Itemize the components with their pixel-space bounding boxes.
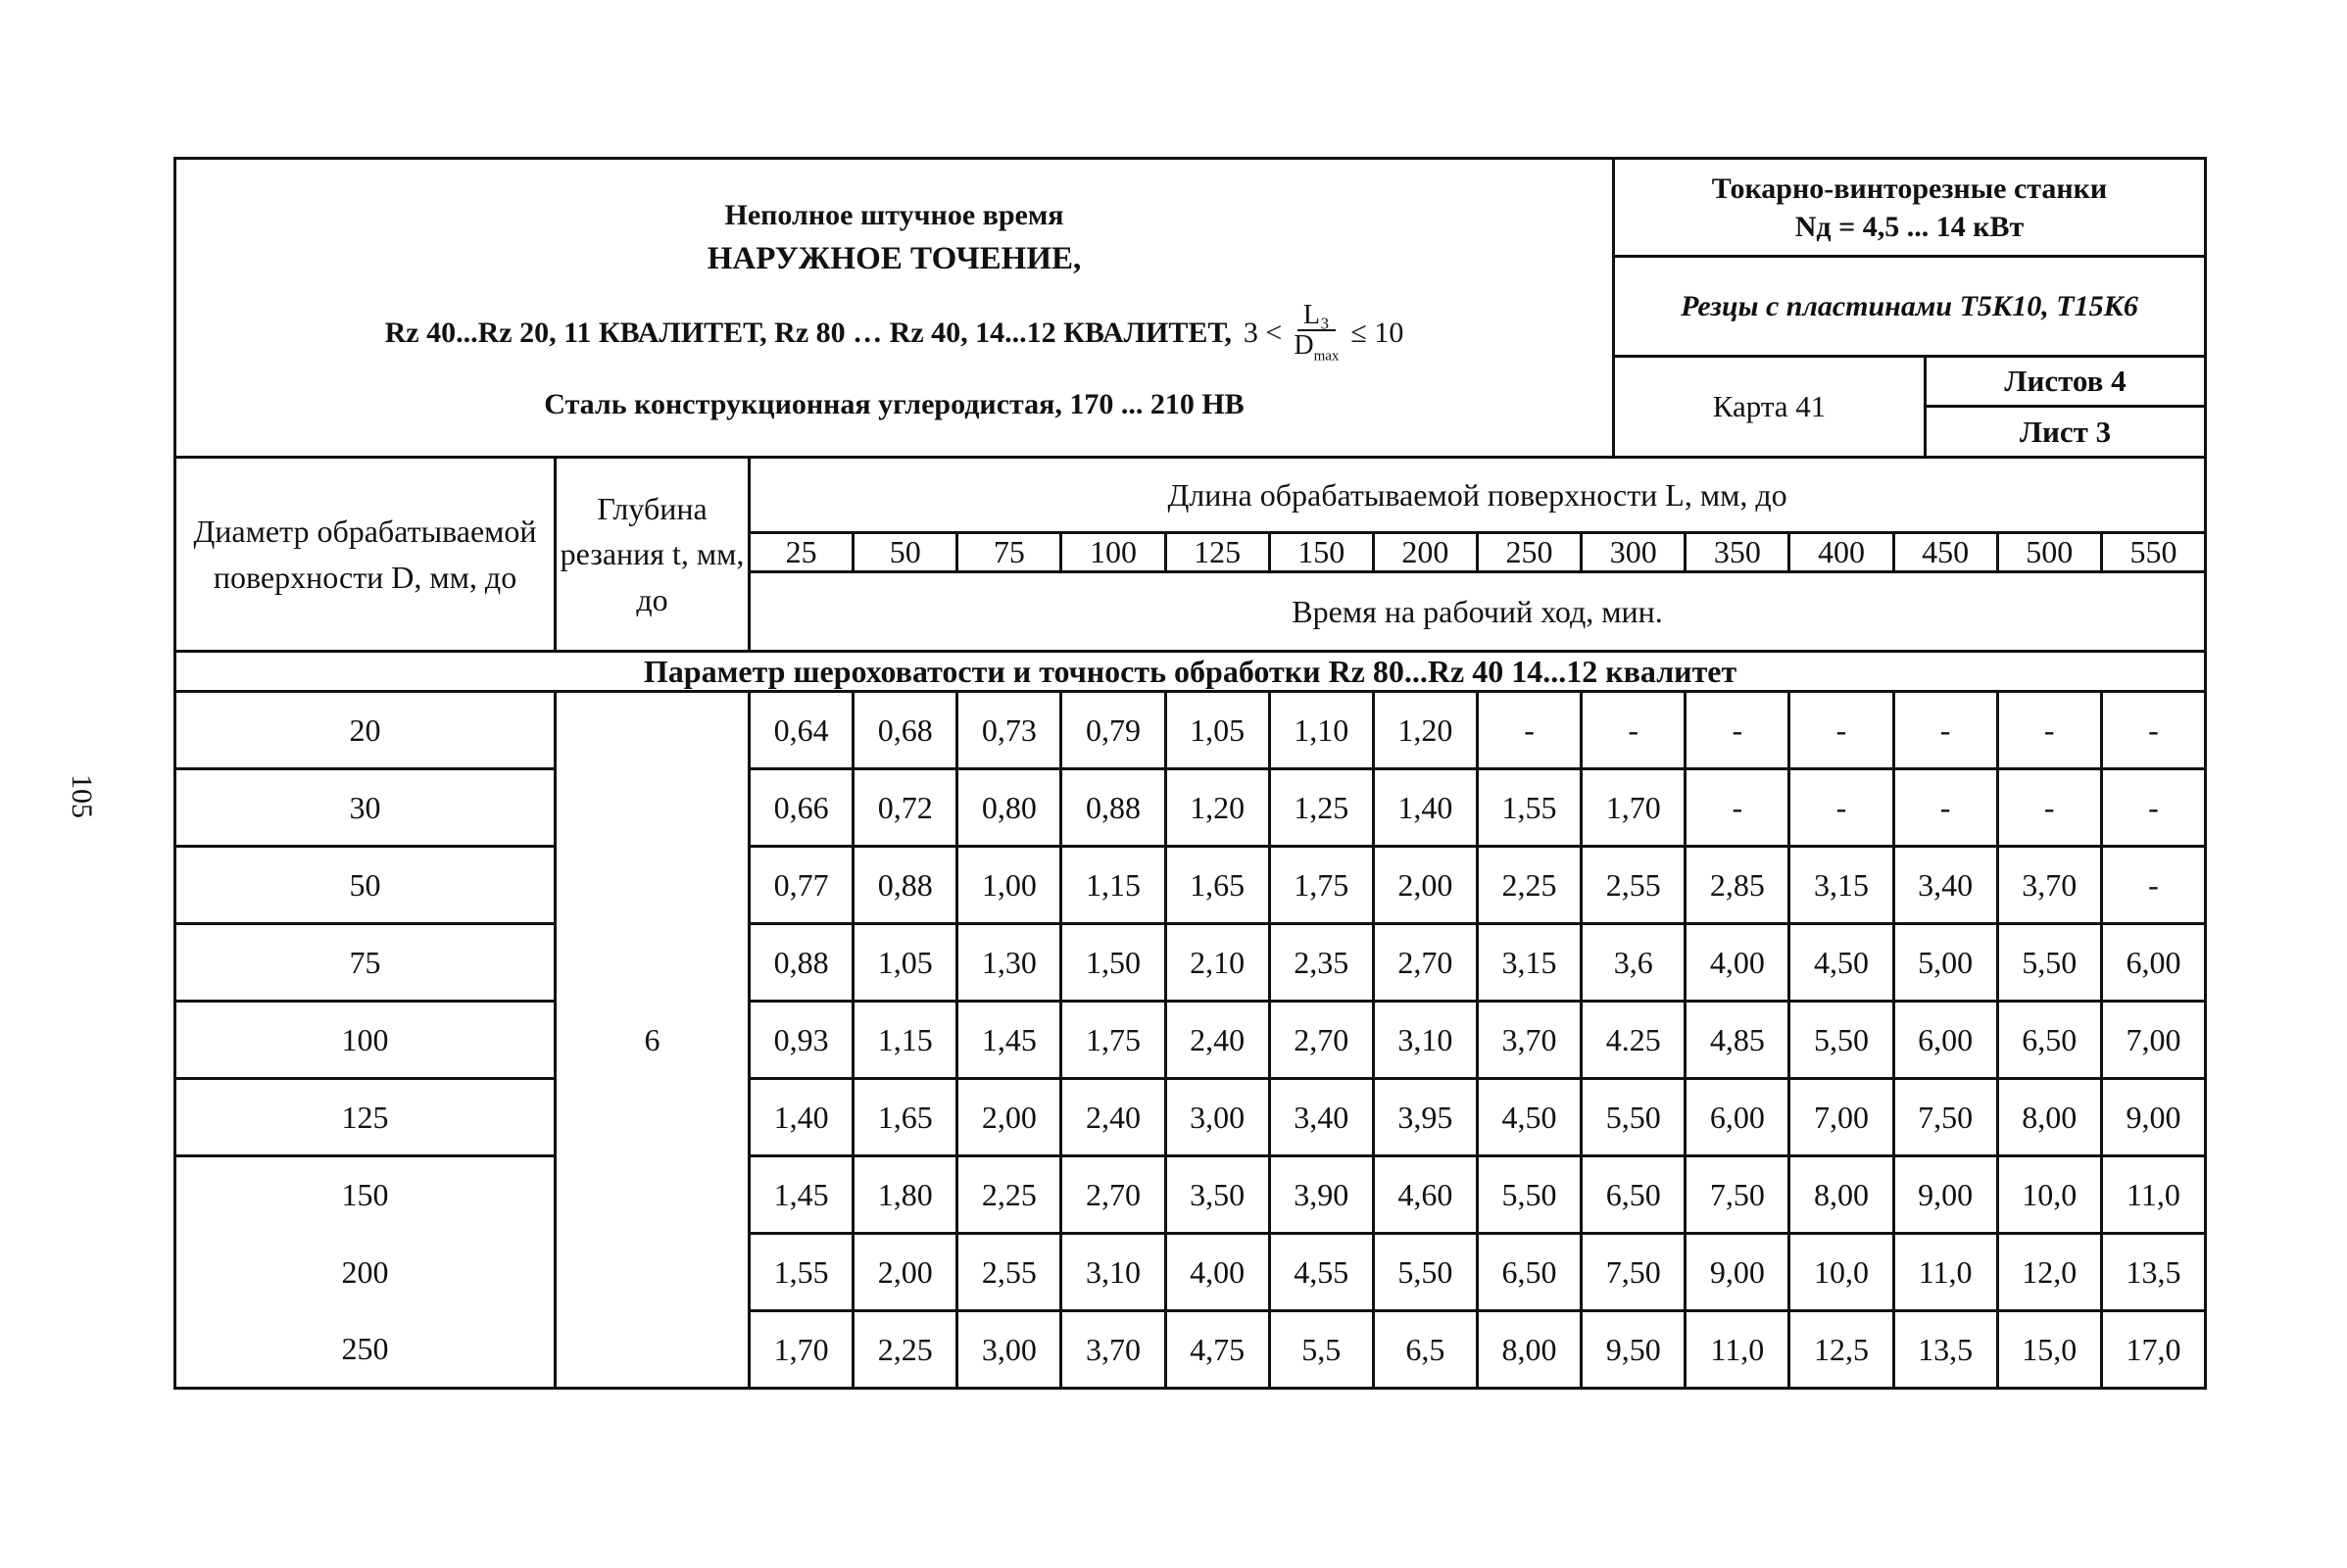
table-row xyxy=(175,1079,2206,1156)
table-row xyxy=(175,1002,2206,1079)
length-value: 550 xyxy=(2101,533,2205,572)
time-cell: 13,5 xyxy=(1893,1311,1997,1389)
time-cell: - xyxy=(2101,847,2205,924)
time-cell: 3,70 xyxy=(1477,1002,1581,1079)
time-cell: 1,65 xyxy=(854,1079,957,1156)
time-cell: 8,00 xyxy=(1997,1079,2101,1156)
length-value: 125 xyxy=(1165,533,1269,572)
time-cell: 10,0 xyxy=(1997,1156,2101,1234)
time-cell: 2,35 xyxy=(1269,924,1373,1002)
time-cell: 8,00 xyxy=(1477,1311,1581,1389)
title-line-1: Неполное штучное время xyxy=(724,198,1064,231)
time-cell: 2,55 xyxy=(1582,847,1686,924)
time-cell: 1,50 xyxy=(1061,924,1165,1002)
time-cell: 6,50 xyxy=(1477,1234,1581,1311)
time-cell: 4,75 xyxy=(1165,1311,1269,1389)
time-cell: 6,00 xyxy=(2101,924,2205,1002)
time-cell: 1,70 xyxy=(750,1311,854,1389)
time-cell: 6,00 xyxy=(1686,1079,1789,1156)
time-cell: 9,50 xyxy=(1582,1311,1686,1389)
time-cell: 3,95 xyxy=(1373,1079,1477,1156)
time-cell: 3,70 xyxy=(1061,1311,1165,1389)
time-cell: 1,10 xyxy=(1269,692,1373,769)
time-cell: 2,40 xyxy=(1165,1002,1269,1079)
time-cell: 3,70 xyxy=(1997,847,2101,924)
time-cell: 2,25 xyxy=(854,1311,957,1389)
time-cell: - xyxy=(1997,769,2101,847)
time-cell: 4,60 xyxy=(1373,1156,1477,1234)
time-cell: - xyxy=(1893,769,1997,847)
length-value: 400 xyxy=(1789,533,1893,572)
time-cell: 2,70 xyxy=(1061,1156,1165,1234)
time-cell: 7,00 xyxy=(2101,1002,2205,1079)
time-cell: 1,20 xyxy=(1373,692,1477,769)
diameter-cell: 30 xyxy=(175,769,556,847)
time-cell: 17,0 xyxy=(2101,1311,2205,1389)
diameter-cell: 150 xyxy=(175,1156,556,1234)
time-cell: 0,88 xyxy=(1061,769,1165,847)
time-cell: 3,00 xyxy=(1165,1079,1269,1156)
time-cell: 7,50 xyxy=(1893,1079,1997,1156)
depth-cell: 6 xyxy=(556,692,750,1389)
time-cell: - xyxy=(1686,692,1789,769)
time-cell: - xyxy=(1582,692,1686,769)
time-cell: 2,70 xyxy=(1269,1002,1373,1079)
time-cell: 1,55 xyxy=(1477,769,1581,847)
time-cell: 7,50 xyxy=(1582,1234,1686,1311)
ratio-numerator: L₃ xyxy=(1297,301,1336,331)
time-cell: 5,50 xyxy=(1789,1002,1893,1079)
time-cell: - xyxy=(2101,692,2205,769)
table-row xyxy=(175,769,2206,847)
time-cell: - xyxy=(1686,769,1789,847)
time-cell: 1,05 xyxy=(854,924,957,1002)
time-cell: 2,25 xyxy=(1477,847,1581,924)
time-cell: 5,00 xyxy=(1893,924,1997,1002)
time-cell: 12,5 xyxy=(1789,1311,1893,1389)
time-cell: 1,30 xyxy=(957,924,1061,1002)
time-cell: 2,85 xyxy=(1686,847,1789,924)
length-value: 300 xyxy=(1582,533,1686,572)
diameter-cell: 75 xyxy=(175,924,556,1002)
time-cell: 1,40 xyxy=(1373,769,1477,847)
time-cell: 5,5 xyxy=(1269,1311,1373,1389)
diameter-cell: 50 xyxy=(175,847,556,924)
time-cell: 15,0 xyxy=(1997,1311,2101,1389)
time-cell: 9,00 xyxy=(2101,1079,2205,1156)
time-cell: 2,10 xyxy=(1165,924,1269,1002)
diameter-cell: 125 xyxy=(175,1079,556,1156)
time-cell: 4,00 xyxy=(1686,924,1789,1002)
time-cell: 2,00 xyxy=(957,1079,1061,1156)
length-value: 50 xyxy=(854,533,957,572)
time-cell: 6,50 xyxy=(1997,1002,2101,1079)
length-value: 25 xyxy=(750,533,854,572)
time-cell: 4,55 xyxy=(1269,1234,1373,1311)
time-cell: 0,66 xyxy=(750,769,854,847)
time-cell: 1,05 xyxy=(1165,692,1269,769)
time-cell: 2,70 xyxy=(1373,924,1477,1002)
time-cell: 0,88 xyxy=(854,847,957,924)
time-cell: 5,50 xyxy=(1582,1079,1686,1156)
time-cell: 11,0 xyxy=(2101,1156,2205,1234)
card-header xyxy=(173,157,2207,459)
time-cell: 8,00 xyxy=(1789,1156,1893,1234)
material-line: Сталь конструкционная углеродистая, 170 ... 210 НВ xyxy=(544,387,1245,420)
time-cell: 0,88 xyxy=(750,924,854,1002)
time-cell: 9,00 xyxy=(1893,1156,1997,1234)
time-cell: 3,6 xyxy=(1582,924,1686,1002)
time-cell: 1,70 xyxy=(1582,769,1686,847)
table-row xyxy=(175,847,2206,924)
time-cell: 0,93 xyxy=(750,1002,854,1079)
time-cell: 2,00 xyxy=(1373,847,1477,924)
quality-spec: Rz 40...Rz 20, 11 КВАЛИТЕТ, Rz 80 … Rz 40, 14...12 КВАЛИТЕТ, xyxy=(384,317,1232,350)
table-row xyxy=(175,1234,2206,1311)
time-cell: 4,00 xyxy=(1165,1234,1269,1311)
col-header-diameter: Диаметр обрабатываемой поверхности D, мм, до xyxy=(175,458,556,652)
card-number: Карта 41 xyxy=(1614,357,1926,458)
time-cell: 11,0 xyxy=(1893,1234,1997,1311)
time-cell: 9,00 xyxy=(1686,1234,1789,1311)
time-cell: 4.25 xyxy=(1582,1002,1686,1079)
time-cell: 3,15 xyxy=(1477,924,1581,1002)
ratio-denominator: $D_{max}$ xyxy=(1294,330,1340,366)
time-cell: - xyxy=(1789,692,1893,769)
time-cell: 3,00 xyxy=(957,1311,1061,1389)
page-number: 105 xyxy=(66,774,98,818)
time-cell: - xyxy=(1893,692,1997,769)
time-cell: 6,00 xyxy=(1893,1002,1997,1079)
length-value: 200 xyxy=(1373,533,1477,572)
time-cell: 0,79 xyxy=(1061,692,1165,769)
ratio-left: 3 < xyxy=(1243,317,1283,350)
title-block xyxy=(175,159,1614,458)
diameter-cell: 100 xyxy=(175,1002,556,1079)
sheet-current: Лист 3 xyxy=(2019,415,2112,449)
time-cell: 7,50 xyxy=(1686,1156,1789,1234)
cutters-info: Резцы с пластинами Т5К10, Т15К6 xyxy=(1614,257,2206,357)
time-cell: - xyxy=(1789,769,1893,847)
time-cell: 1,55 xyxy=(750,1234,854,1311)
time-cell: 10,0 xyxy=(1789,1234,1893,1311)
machine-type xyxy=(1614,159,2206,257)
length-value: 500 xyxy=(1997,533,2101,572)
length-value: 350 xyxy=(1686,533,1789,572)
time-cell: 3,50 xyxy=(1165,1156,1269,1234)
machine-type-name: Токарно-винторезные станки xyxy=(1711,172,2108,205)
diameter-cell: 250 xyxy=(175,1311,556,1389)
time-cell: 12,0 xyxy=(1997,1234,2101,1311)
title-line-3 xyxy=(176,301,1612,366)
time-cell: - xyxy=(1997,692,2101,769)
time-cell: 5,50 xyxy=(1997,924,2101,1002)
time-cell: 2,00 xyxy=(854,1234,957,1311)
time-cell: 3,90 xyxy=(1269,1156,1373,1234)
time-cell: 1,45 xyxy=(957,1002,1061,1079)
section-label: Параметр шероховатости и точность обработки Rz 80...Rz 40 14...12 квалитет xyxy=(175,652,2206,692)
time-cell: 3,40 xyxy=(1893,847,1997,924)
time-cell: 3,15 xyxy=(1789,847,1893,924)
time-cell: - xyxy=(1477,692,1581,769)
ratio-fraction xyxy=(1294,301,1339,366)
time-cell: 0,68 xyxy=(854,692,957,769)
time-cell: 1,15 xyxy=(854,1002,957,1079)
machine-power: Nд = 4,5 ... 14 кВт xyxy=(1794,210,2025,243)
time-table xyxy=(173,456,2207,1390)
col-header-depth: Глубина резания t, мм, до xyxy=(556,458,750,652)
time-cell: 11,0 xyxy=(1686,1311,1789,1389)
table-row xyxy=(175,924,2206,1002)
time-cell: 3,40 xyxy=(1269,1079,1373,1156)
ratio-right: ≤ 10 xyxy=(1350,317,1404,350)
table-row xyxy=(175,1311,2206,1389)
sheets-total: Листов 4 xyxy=(1927,358,2204,408)
time-cell: 0,80 xyxy=(957,769,1061,847)
time-cell: 3,10 xyxy=(1061,1234,1165,1311)
time-cell: 1,25 xyxy=(1269,769,1373,847)
table-row xyxy=(175,692,2206,769)
time-cell: 2,55 xyxy=(957,1234,1061,1311)
time-cell: 4,50 xyxy=(1477,1079,1581,1156)
time-cell: 0,73 xyxy=(957,692,1061,769)
time-cell: 6,50 xyxy=(1582,1156,1686,1234)
diameter-cell: 20 xyxy=(175,692,556,769)
time-cell: 13,5 xyxy=(2101,1234,2205,1311)
time-cell: 1,75 xyxy=(1269,847,1373,924)
time-cell: 0,77 xyxy=(750,847,854,924)
length-value: 250 xyxy=(1477,533,1581,572)
title-line-2: НАРУЖНОЕ ТОЧЕНИЕ, xyxy=(707,241,1082,277)
norm-card xyxy=(173,157,2204,1390)
time-cell: 5,50 xyxy=(1477,1156,1581,1234)
time-cell: 1,80 xyxy=(854,1156,957,1234)
time-cell: 4,85 xyxy=(1686,1002,1789,1079)
time-cell: 1,75 xyxy=(1061,1002,1165,1079)
time-cell: 1,40 xyxy=(750,1079,854,1156)
ratio-denominator-sub: max xyxy=(1313,349,1340,366)
length-value: 150 xyxy=(1269,533,1373,572)
time-label: Время на рабочий ход, мин. xyxy=(750,572,2206,652)
length-value: 75 xyxy=(957,533,1061,572)
time-cell: 7,00 xyxy=(1789,1079,1893,1156)
diameter-cell: 200 xyxy=(175,1234,556,1311)
time-cell: 2,40 xyxy=(1061,1079,1165,1156)
time-cell: 1,45 xyxy=(750,1156,854,1234)
time-cell: 2,25 xyxy=(957,1156,1061,1234)
time-cell: 6,5 xyxy=(1373,1311,1477,1389)
time-cell: 0,64 xyxy=(750,692,854,769)
time-cell: 1,20 xyxy=(1165,769,1269,847)
length-value: 100 xyxy=(1061,533,1165,572)
time-cell: 5,50 xyxy=(1373,1234,1477,1311)
time-cell: 0,72 xyxy=(854,769,957,847)
sheets-block xyxy=(1926,357,2206,458)
time-cell: 4,50 xyxy=(1789,924,1893,1002)
time-cell: 1,00 xyxy=(957,847,1061,924)
time-cell: 1,65 xyxy=(1165,847,1269,924)
time-cell: 3,10 xyxy=(1373,1002,1477,1079)
table-row xyxy=(175,1156,2206,1234)
length-header: Длина обрабатываемой поверхности L, мм, до xyxy=(750,458,2206,533)
time-cell: - xyxy=(2101,769,2205,847)
length-value: 450 xyxy=(1893,533,1997,572)
time-cell: 1,15 xyxy=(1061,847,1165,924)
